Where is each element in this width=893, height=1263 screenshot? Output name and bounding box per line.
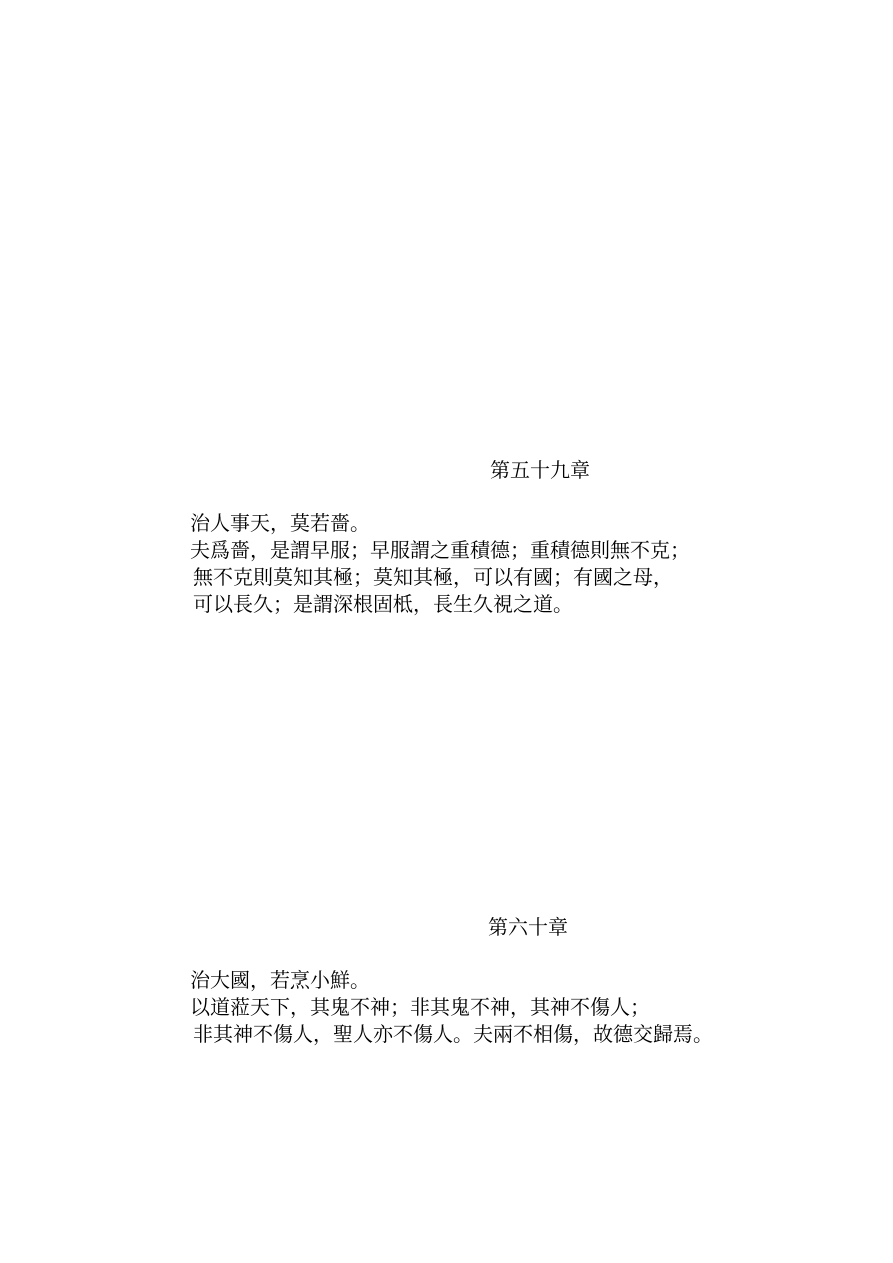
text-line: 可以長久；是謂深根固柢，長生久視之道。: [193, 592, 573, 616]
text-line: 以道蒞天下，其鬼不神；非其鬼不神，其神不傷人；: [190, 995, 650, 1019]
chapter-title: 第六十章: [488, 915, 568, 939]
chapter-title: 第五十九章: [490, 458, 590, 482]
text-line: 非其神不傷人，聖人亦不傷人。夫兩不相傷，故德交歸焉。: [193, 1022, 713, 1046]
text-line: 治大國，若烹小鮮。: [190, 968, 370, 992]
text-line: 無不克則莫知其極；莫知其極，可以有國；有國之母，: [193, 565, 673, 589]
text-line: 夫爲嗇，是謂早服；早服謂之重積德；重積德則無不克；: [190, 538, 690, 562]
text-line: 治人事天，莫若嗇。: [190, 511, 370, 535]
